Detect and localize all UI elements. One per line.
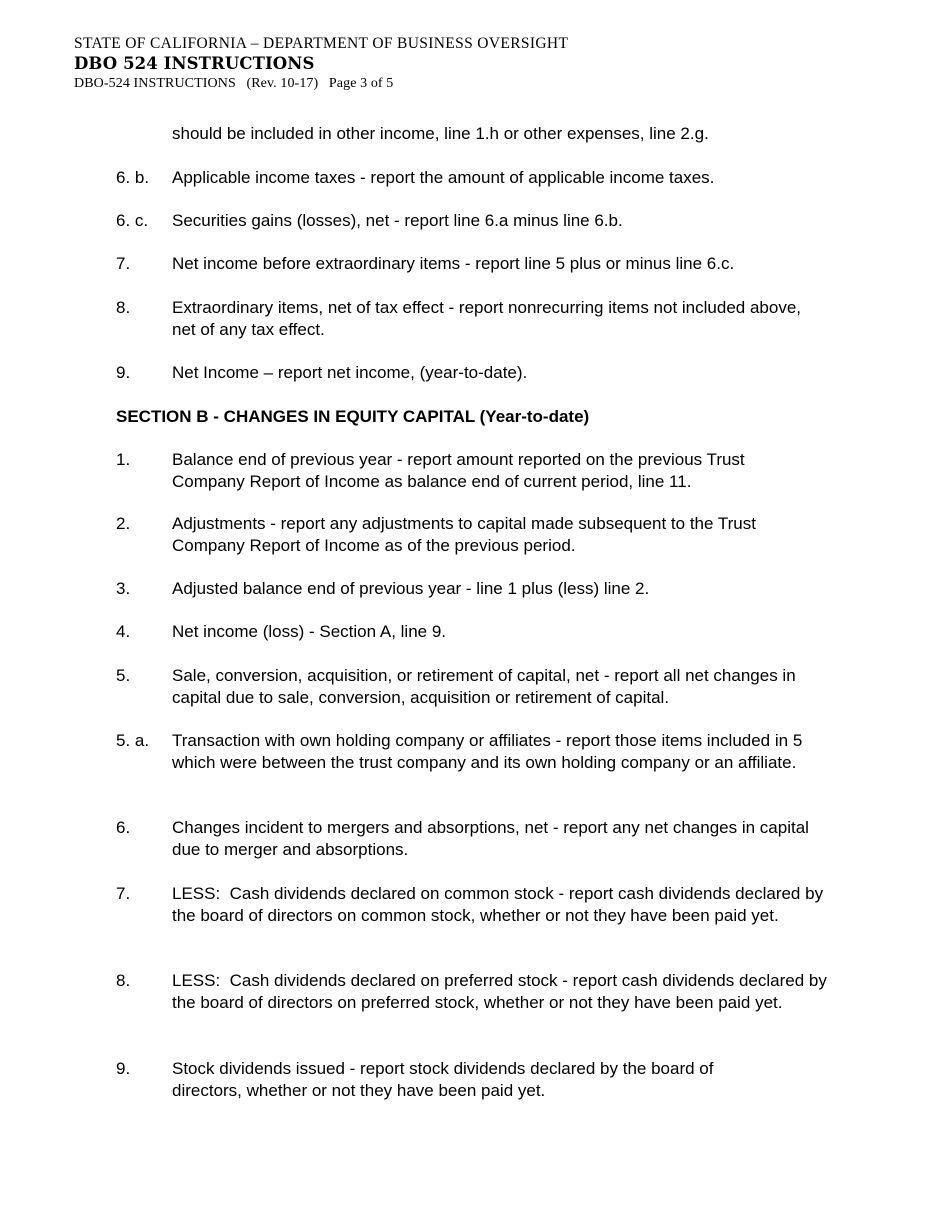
item-text: Adjustments - report any adjustments to capital made subsequent to the Trust Company Report of Income as of the previous period.: [172, 514, 756, 555]
section-b-heading: SECTION B - CHANGES IN EQUITY CAPITAL (Year-to-date): [116, 407, 590, 426]
item-text: LESS: Cash dividends declared on common stock - report cash dividends declared by the board of directors on common stock, whether or not they have been paid yet.: [172, 884, 828, 925]
item-number: 6. c.: [116, 211, 149, 230]
item-number: 4.: [116, 622, 131, 641]
item-number: 9.: [116, 1059, 131, 1078]
form-id: DBO-524 INSTRUCTIONS: [74, 76, 236, 91]
item-text: Net Income – report net income, (year-to-date).: [172, 363, 528, 382]
item-text: Net income before extraordinary items - report line 5 plus or minus line 6.c.: [172, 254, 735, 273]
item-text: Sale, conversion, acquisition, or retirement of capital, net - report all net changes in capital due to sale, conversion, acquisition or retirement of capital.: [172, 666, 796, 707]
item-text: Balance end of previous year - report amount reported on the previous Trust Company Report of Income as balance end of current period, line 11.: [172, 450, 745, 491]
item-number: 8.: [116, 298, 131, 317]
item-number: 5. a.: [116, 731, 150, 750]
item-number: 6. b.: [116, 168, 150, 187]
item-number: 7.: [116, 254, 131, 273]
item-number: 8.: [116, 971, 131, 990]
item-text: LESS: Cash dividends declared on preferred stock - report cash dividends declared by the board of directors on preferred stock, whether or not they have been paid yet.: [172, 971, 832, 1012]
page-number: Page 3 of 5: [328, 76, 394, 91]
agency-name: STATE OF CALIFORNIA – DEPARTMENT OF BUSINESS OVERSIGHT: [74, 35, 569, 52]
item-text: Adjusted balance end of previous year - line 1 plus (less) line 2.: [172, 579, 650, 598]
page-header: [74, 34, 568, 93]
item-number: 2.: [116, 514, 131, 533]
form-meta: [74, 75, 568, 93]
item-number: 3.: [116, 579, 131, 598]
form-title: DBO 524 INSTRUCTIONS: [74, 54, 315, 73]
item-text: Extraordinary items, net of tax effect - report nonrecurring items not included above, net of any tax effect.: [172, 298, 801, 339]
item-text: Transaction with own holding company or affiliates - report those items included in 5 which were between the trust company and its own holding company or an affiliate.: [172, 731, 803, 772]
item-number: 9.: [116, 363, 131, 382]
item-text: Changes incident to mergers and absorptions, net - report any net changes in capital due to merger and absorptions.: [172, 818, 809, 859]
item-text: Stock dividends issued - report stock dividends declared by the board of directors, whether or not they have been paid yet.: [172, 1059, 714, 1100]
item-number: 6.: [116, 818, 131, 837]
item-number: 1.: [116, 450, 131, 469]
item-text: Securities gains (losses), net - report line 6.a minus line 6.b.: [172, 211, 623, 230]
item-text: Net income (loss) - Section A, line 9.: [172, 622, 447, 641]
continuation-text: should be included in other income, line 1.h or other expenses, line 2.g.: [172, 124, 709, 143]
item-text: Applicable income taxes - report the amount of applicable income taxes.: [172, 168, 715, 187]
item-number: 5.: [116, 666, 131, 685]
form-revision: (Rev. 10-17): [246, 76, 319, 91]
item-number: 7.: [116, 884, 131, 903]
